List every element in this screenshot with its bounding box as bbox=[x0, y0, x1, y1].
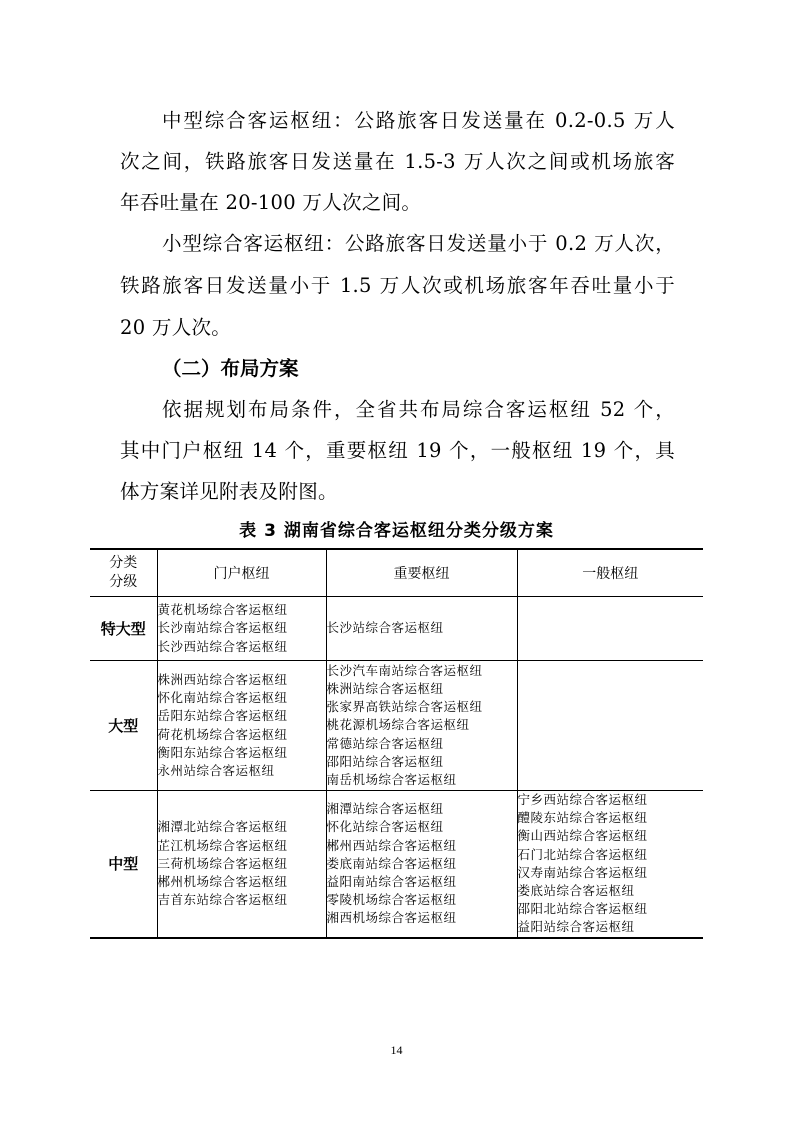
hub-name: 荷花机场综合客运枢纽 bbox=[157, 726, 288, 742]
hub-name: 益阳站综合客运枢纽 bbox=[517, 919, 635, 935]
section-heading: （二）布局方案 bbox=[162, 357, 299, 380]
hub-name: 长沙汽车南站综合客运枢纽 bbox=[326, 662, 483, 678]
hub-classification-table bbox=[90, 548, 703, 939]
hub-name: 长沙西站综合客运枢纽 bbox=[157, 638, 288, 654]
hub-name: 株洲站综合客运枢纽 bbox=[326, 680, 444, 696]
hub-name: 娄底站综合客运枢纽 bbox=[517, 883, 635, 899]
hub-name: 益阳南站综合客运枢纽 bbox=[326, 873, 457, 889]
hub-name: 张家界高铁站综合客运枢纽 bbox=[326, 699, 483, 715]
cell-extra-large-important bbox=[326, 597, 517, 661]
paragraph-small-hub-line-2: 铁路旅客日发送量小于 1.5 万人次或机场旅客年吞吐量小于 bbox=[120, 274, 675, 297]
hub-name: 永州站综合客运枢纽 bbox=[157, 762, 275, 778]
paragraph-layout-plan-line-3: 体方案详见附表及附图。 bbox=[120, 480, 338, 503]
cell-medium-general bbox=[517, 791, 703, 938]
hub-name: 湘潭北站综合客运枢纽 bbox=[157, 819, 288, 835]
table-row-medium bbox=[90, 791, 703, 938]
hub-name: 石门北站综合客运枢纽 bbox=[517, 846, 648, 862]
hub-name: 汉寿南站综合客运枢纽 bbox=[517, 864, 648, 880]
header-important-hub: 重要枢纽 bbox=[326, 549, 517, 597]
hub-name: 邵阳北站综合客运枢纽 bbox=[517, 901, 648, 917]
cell-extra-large-gateway bbox=[157, 597, 326, 661]
corner-label-category: 分类 bbox=[109, 555, 138, 571]
hub-name: 吉首东站综合客运枢纽 bbox=[157, 892, 288, 908]
header-general-hub: 一般枢纽 bbox=[517, 549, 703, 597]
hub-name: 怀化站综合客运枢纽 bbox=[326, 819, 444, 835]
hub-name: 长沙站综合客运枢纽 bbox=[326, 620, 444, 636]
cell-medium-gateway bbox=[157, 791, 326, 938]
paragraph-medium-hub-line-3: 年吞吐量在 20-100 万人次之间。 bbox=[120, 191, 422, 214]
hub-name: 株洲西站综合客运枢纽 bbox=[157, 671, 288, 687]
hub-name: 三荷机场综合客运枢纽 bbox=[157, 855, 288, 871]
header-corner-cell bbox=[90, 549, 157, 597]
hub-name: 桃花源机场综合客运枢纽 bbox=[326, 717, 470, 733]
hub-name: 郴州西站综合客运枢纽 bbox=[326, 837, 457, 853]
page-number: 14 bbox=[390, 1043, 403, 1057]
hub-name: 郴州机场综合客运枢纽 bbox=[157, 873, 288, 889]
cell-large-important bbox=[326, 661, 517, 791]
cell-large-gateway bbox=[157, 661, 326, 791]
hub-name: 衡阳东站综合客运枢纽 bbox=[157, 744, 288, 760]
table-caption: 表 3 湖南省综合客运枢纽分类分级方案 bbox=[239, 521, 554, 541]
header-gateway-hub: 门户枢纽 bbox=[157, 549, 326, 597]
hub-name: 醴陵东站综合客运枢纽 bbox=[517, 810, 648, 826]
hub-name: 娄底南站综合客运枢纽 bbox=[326, 855, 457, 871]
paragraph-medium-hub-line-1: 中型综合客运枢纽：公路旅客日发送量在 0.2-0.5 万人 bbox=[162, 109, 675, 132]
corner-label-grade: 分级 bbox=[109, 574, 138, 590]
paragraph-small-hub-line-3: 20 万人次。 bbox=[120, 316, 232, 339]
hub-name: 芷江机场综合客运枢纽 bbox=[157, 837, 288, 853]
hub-name: 零陵机场综合客运枢纽 bbox=[326, 892, 457, 908]
cell-extra-large-general bbox=[517, 597, 703, 661]
table-header-row bbox=[90, 549, 703, 597]
hub-name: 邵阳站综合客运枢纽 bbox=[326, 753, 444, 769]
table-row-extra-large bbox=[90, 597, 703, 661]
paragraph-layout-plan-line-1: 依据规划布局条件，全省共布局综合客运枢纽 52 个， bbox=[162, 398, 675, 421]
hub-name: 湘潭站综合客运枢纽 bbox=[326, 801, 444, 817]
hub-name: 湘西机场综合客运枢纽 bbox=[326, 910, 457, 926]
hub-name: 常德站综合客运枢纽 bbox=[326, 735, 444, 751]
hub-name: 南岳机场综合客运枢纽 bbox=[326, 772, 457, 787]
hub-name: 衡山西站综合客运枢纽 bbox=[517, 828, 648, 844]
table-row-large bbox=[90, 661, 703, 791]
paragraph-layout-plan-line-2: 其中门户枢纽 14 个，重要枢纽 19 个，一般枢纽 19 个，具 bbox=[120, 439, 675, 462]
hub-name: 岳阳东站综合客运枢纽 bbox=[157, 708, 288, 724]
paragraph-small-hub-line-1: 小型综合客运枢纽：公路旅客日发送量小于 0.2 万人次， bbox=[162, 232, 675, 255]
cell-medium-important bbox=[326, 791, 517, 938]
grade-label-large: 大型 bbox=[90, 661, 157, 791]
hub-name: 黄花机场综合客运枢纽 bbox=[157, 602, 288, 618]
grade-label-extra-large: 特大型 bbox=[90, 597, 157, 661]
paragraph-medium-hub-line-2: 次之间，铁路旅客日发送量在 1.5-3 万人次之间或机场旅客 bbox=[120, 150, 675, 173]
hub-name: 怀化南站综合客运枢纽 bbox=[157, 690, 288, 706]
hub-name: 长沙南站综合客运枢纽 bbox=[157, 620, 288, 636]
grade-label-medium: 中型 bbox=[90, 791, 157, 938]
hub-name: 宁乡西站综合客运枢纽 bbox=[517, 792, 648, 807]
cell-large-general bbox=[517, 661, 703, 791]
